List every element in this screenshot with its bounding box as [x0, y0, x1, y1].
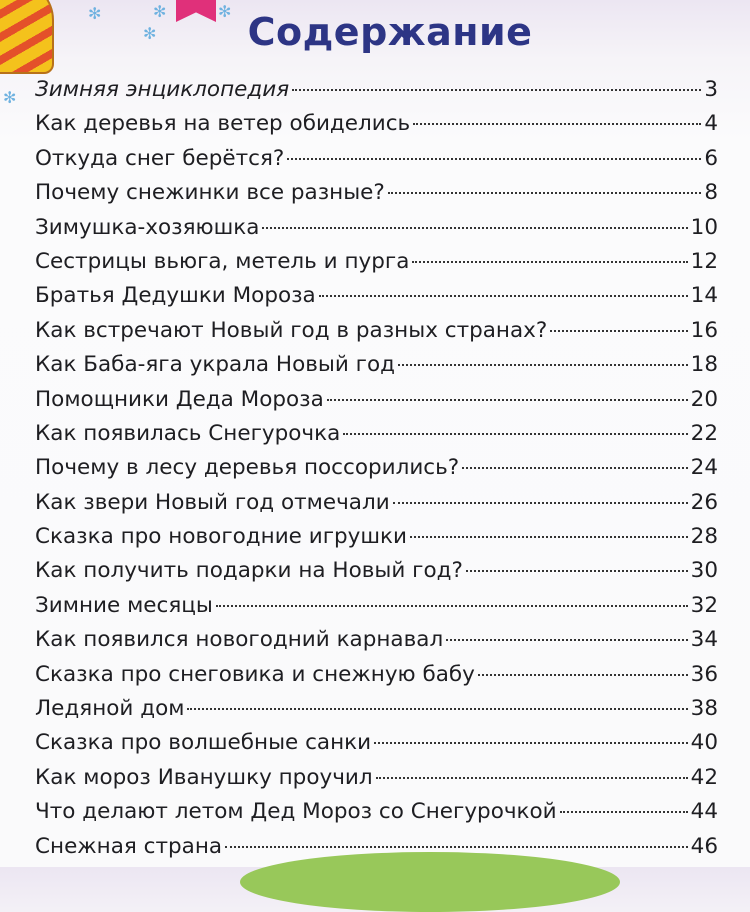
toc-entry [35, 490, 718, 524]
toc-entry-title: Как деревья на ветер обиделись [35, 111, 411, 137]
toc-entry-title: Сказка про снеговика и снежную бабу [35, 661, 475, 687]
toc-entry [35, 77, 718, 111]
toc-entry-title: Зимние месяцы [35, 592, 213, 618]
dot-leader [376, 777, 688, 779]
dot-leader [446, 639, 687, 641]
toc-entry [35, 318, 718, 352]
dot-leader [216, 605, 688, 607]
dot-leader [327, 399, 688, 401]
toc-entry [35, 799, 718, 833]
toc-entry-page: 24 [690, 455, 718, 481]
toc-entry-page: 18 [690, 352, 718, 378]
toc-entry-page: 22 [690, 420, 718, 446]
toc-entry-page: 4 [704, 111, 718, 137]
snowflake-icon: ✻ [153, 2, 167, 21]
toc-entry-title: Как появилась Снегурочка [35, 420, 341, 446]
dot-leader [187, 708, 687, 710]
toc-entry [35, 180, 718, 214]
snowflake-icon: ✻ [3, 88, 17, 107]
toc-entry-page: 14 [690, 283, 718, 309]
toc-entry-title: Сказка про новогодние игрушки [35, 524, 408, 550]
dot-leader [388, 192, 702, 194]
dot-leader [410, 536, 688, 538]
toc-entry-page: 28 [690, 524, 718, 550]
toc-entry-page: 16 [690, 317, 718, 343]
toc-entry [35, 558, 718, 592]
toc-entry-title: Как звери Новый год отмечали [35, 489, 390, 515]
dot-leader [262, 227, 687, 229]
toc-entry [35, 455, 718, 489]
toc-entry-page: 44 [690, 799, 718, 825]
toc-entry-page: 26 [690, 489, 718, 515]
toc-entry-page: 8 [704, 180, 718, 206]
dot-leader [398, 364, 688, 366]
toc-entry-page: 10 [690, 214, 718, 240]
toc-entry-page: 34 [690, 627, 718, 653]
toc-entry [35, 421, 718, 455]
toc-entry-title: Откуда снег берётся? [35, 145, 285, 171]
toc-entry [35, 730, 718, 764]
toc-entry-page: 36 [690, 661, 718, 687]
toc-entry-page: 20 [690, 386, 718, 412]
toc-entry-page: 38 [690, 696, 718, 722]
dot-leader [412, 261, 687, 263]
toc-entry-title: Как появился новогодний карнавал [35, 627, 444, 653]
dot-leader [343, 433, 687, 435]
hill-illustration [240, 852, 620, 912]
toc-entry-title: Как мороз Иванушку проучил [35, 764, 373, 790]
dot-leader [374, 742, 688, 744]
toc-entry [35, 593, 718, 627]
toc-entry [35, 215, 718, 249]
toc-entry-title: Почему снежинки все разные? [35, 180, 385, 206]
dot-leader [393, 502, 688, 504]
toc-entry-page: 46 [690, 833, 718, 859]
toc-entry-title: Снежная страна [35, 833, 223, 859]
snowflake-icon: ✻ [143, 24, 157, 43]
toc-entry [35, 146, 718, 180]
toc-entry-title: Зимушка-хозяюшка [35, 214, 260, 240]
dot-leader [225, 846, 688, 848]
dot-leader [466, 570, 688, 572]
toc-entry [35, 696, 718, 730]
toc-entry-title: Почему в лесу деревья поссорились? [35, 455, 460, 481]
dot-leader [478, 674, 688, 676]
dot-leader [560, 811, 688, 813]
toc-entry [35, 387, 718, 421]
toc-entry-page: 30 [690, 558, 718, 584]
dot-leader [292, 89, 701, 91]
toc-entry-page: 42 [690, 764, 718, 790]
toc-entry-page: 12 [690, 248, 718, 274]
toc-entry-title: Что делают летом Дед Мороз со Снегурочкой [35, 799, 557, 825]
snowflake-icon: ✻ [218, 2, 232, 21]
toc-entry-title: Ледяной дом [35, 696, 185, 722]
toc-entry [35, 662, 718, 696]
toc-entry [35, 627, 718, 661]
toc-entry-title: Сестрицы вьюга, метель и пурга [35, 248, 410, 274]
toc-entry-title: Как получить подарки на Новый год? [35, 558, 463, 584]
toc-entry-page: 40 [690, 730, 718, 756]
toc-entry-title: Как Баба-яга украла Новый год [35, 352, 395, 378]
toc-entry-page: 6 [704, 145, 718, 171]
toc-entry-title: Зимняя энциклопедия [35, 77, 290, 102]
toc-entry-title: Как встречают Новый год в разных странах? [35, 317, 548, 343]
table-of-contents [35, 77, 718, 868]
toc-entry-title: Сказка про волшебные санки [35, 730, 372, 756]
toc-entry [35, 524, 718, 558]
toc-entry-title: Братья Дедушки Мороза [35, 283, 316, 309]
toc-entry-page: 3 [704, 77, 718, 102]
toc-entry [35, 283, 718, 317]
toc-entry [35, 765, 718, 799]
toc-entry-title: Помощники Деда Мороза [35, 386, 324, 412]
toc-entry [35, 249, 718, 283]
snowflake-icon: ✻ [88, 4, 102, 23]
dot-leader [287, 158, 701, 160]
toc-entry [35, 111, 718, 145]
page-title: Содержание [247, 10, 533, 54]
dot-leader [462, 467, 687, 469]
dot-leader [319, 295, 688, 297]
dot-leader [413, 123, 701, 125]
toc-entry-page: 32 [690, 592, 718, 618]
dot-leader [550, 330, 687, 332]
toc-entry [35, 352, 718, 386]
